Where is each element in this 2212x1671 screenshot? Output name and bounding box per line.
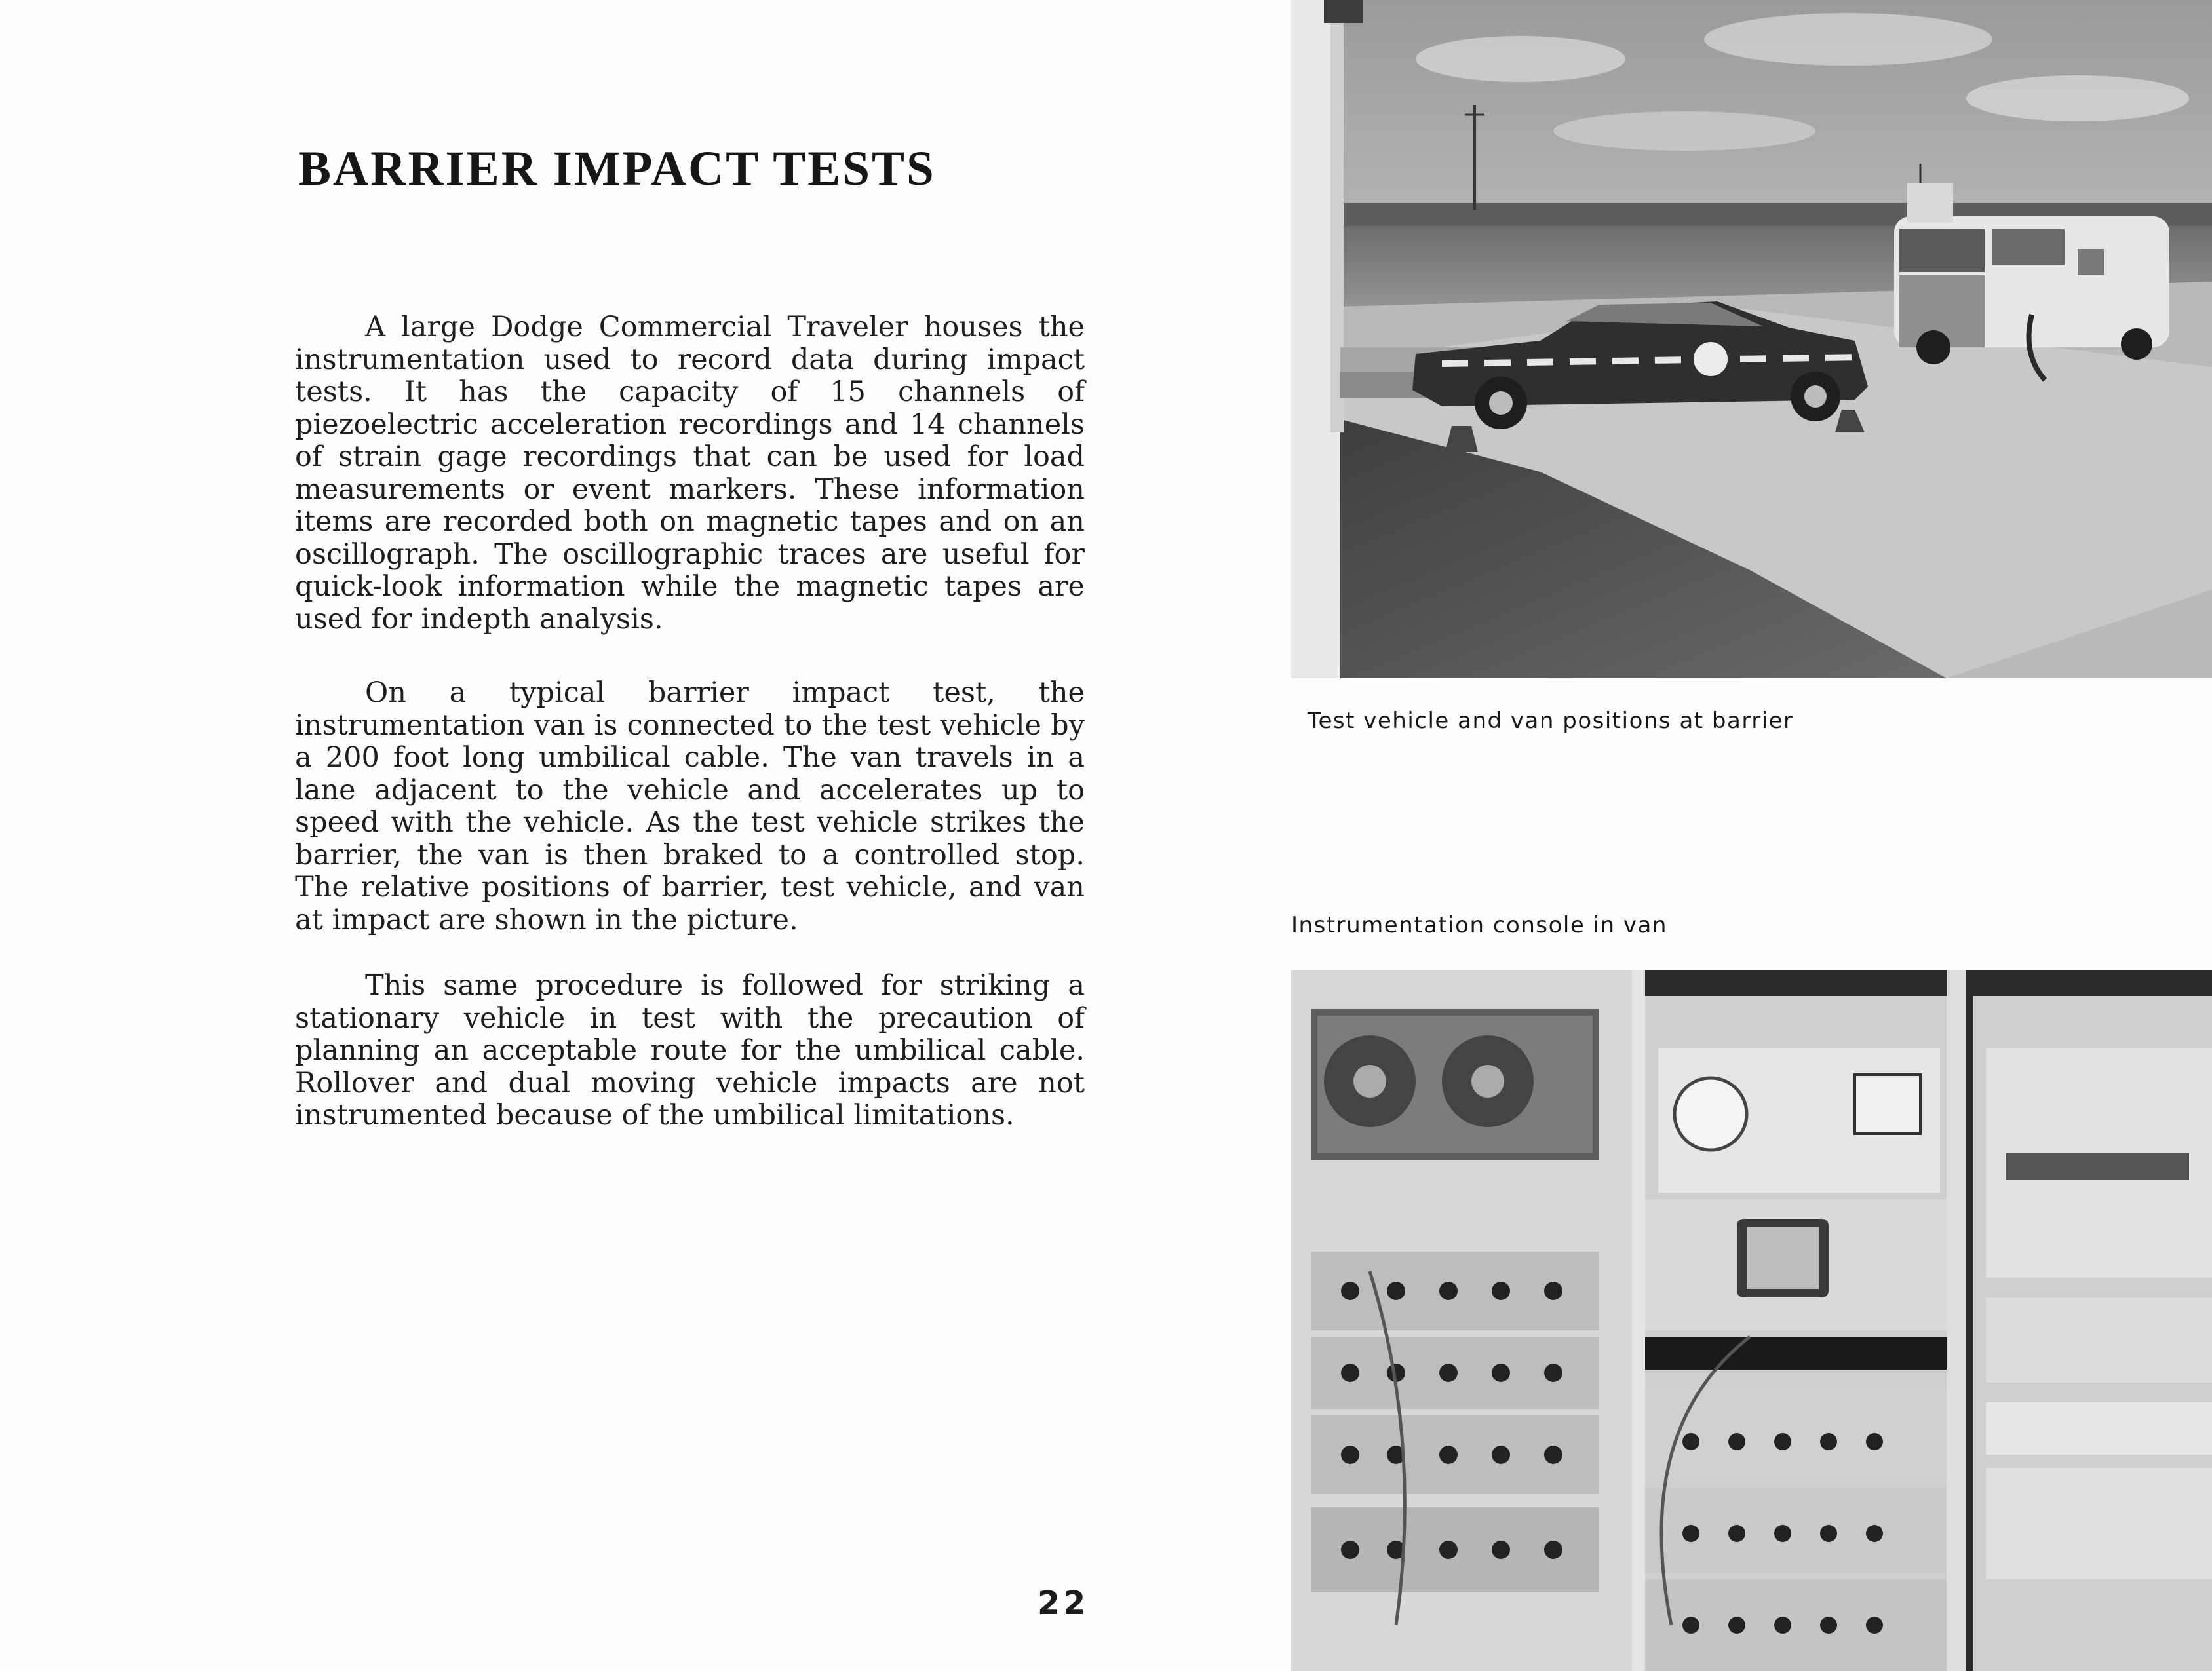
- page-number: 22: [1038, 1585, 1089, 1622]
- instrumentation-console-photo: [1291, 970, 2212, 1671]
- body-paragraph: This same procedure is followed for striking a stationary vehicle in test with the precaution of planning an acceptable route for the umbilical cable. Rollover and dual moving vehicle impacts are not instrumented because of the umbilical limitations.: [295, 969, 1085, 1132]
- test-vehicle-photo: [1291, 0, 2212, 678]
- body-paragraph: On a typical barrier impact test, the instrumentation van is connected to the test vehicle by a 200 foot long umbilical cable. The van travels in a lane adjacent to the vehicle and accelerates up to speed with the vehicle. As the test vehicle strikes the barrier, the van is then braked to a controlled stop. The relative positions of barrier, test vehicle, and van at impact are shown in the picture.: [295, 676, 1085, 936]
- page-title: BARRIER IMPACT TESTS: [298, 142, 936, 196]
- photo-caption: Instrumentation console in van: [1291, 912, 1667, 938]
- body-paragraph: A large Dodge Commercial Traveler houses the instrumentation used to record data during impact tests. It has the capacity of 15 channels of piezoelectric acceleration recordings and 14 channels of strain gage recordings that can be used for load measurements or event markers. These information items are recorded both on magnetic tapes and on an oscillograph. The oscillographic traces are useful for quick-look information while the magnetic tapes are used for indepth analysis.: [295, 311, 1085, 636]
- photo-caption: Test vehicle and van positions at barrier: [1308, 708, 1794, 734]
